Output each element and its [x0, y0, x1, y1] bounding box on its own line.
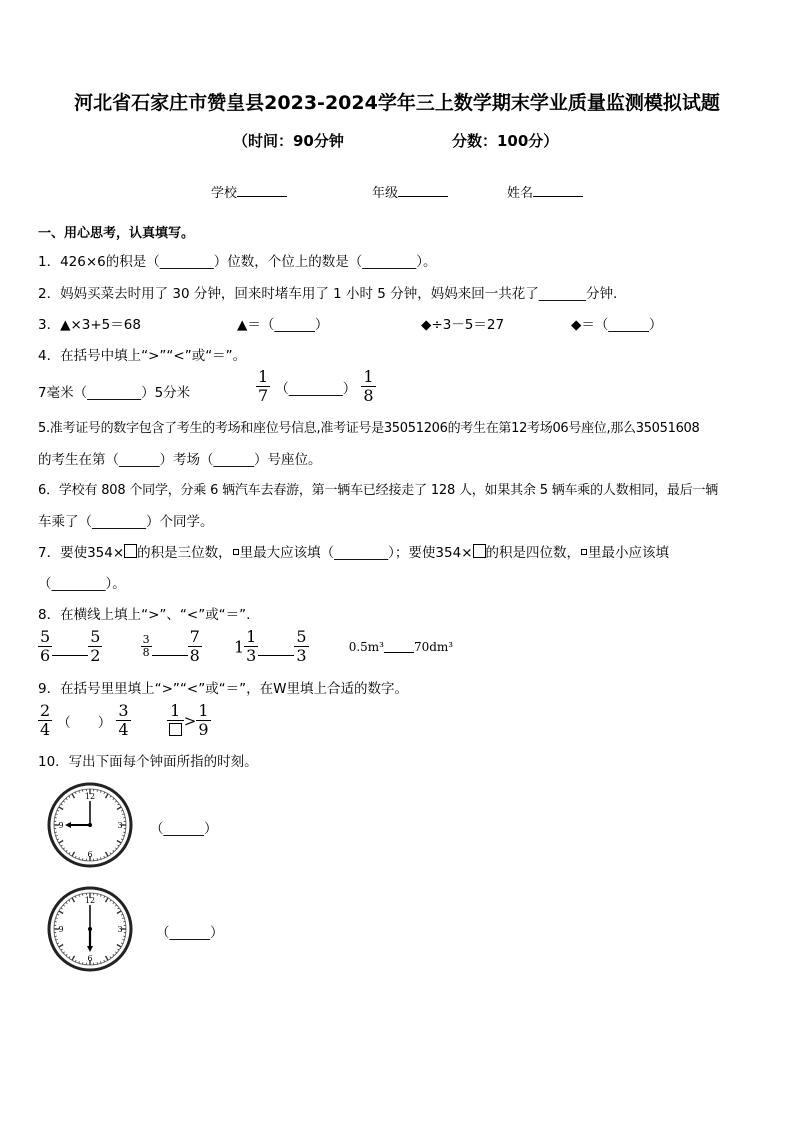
fraction: $\frac{7}{8}$ — [189, 627, 200, 666]
fraction: $\frac{3}{8}$ — [142, 632, 150, 660]
fraction: $\frac{5}{3}$ — [296, 627, 307, 666]
question-3d: ◆＝（______） — [571, 317, 663, 333]
clock-tick — [101, 857, 102, 859]
clock-tick — [106, 852, 109, 856]
time-label: （时间：90分钟 — [233, 132, 344, 150]
fraction: $\frac{5}{2}$ — [90, 627, 101, 666]
question-9-items — [38, 702, 211, 740]
clock-face-1 — [46, 781, 134, 869]
clock-tick — [104, 856, 105, 858]
volume-left: 0.5m³ — [348, 639, 384, 654]
clock-tick — [79, 857, 80, 859]
score-label: 分数：100分） — [452, 132, 559, 150]
school-label: 学校 — [211, 186, 238, 201]
clock-tick — [121, 943, 123, 944]
clock-tick — [117, 911, 121, 914]
clock-tick — [69, 853, 70, 855]
clock-tick — [79, 791, 80, 793]
question-2: 2．妈妈买菜去时用了 30 分钟，回来时堵车用了 1 小时 5 分钟，妈妈来回一共花了_______分钟. — [38, 286, 618, 302]
clock-tick — [61, 949, 63, 950]
clock-label: 12 — [84, 896, 96, 905]
clock-tick — [69, 796, 70, 798]
clock-tick — [59, 807, 63, 810]
clock-tick — [57, 943, 59, 944]
fraction: $\frac{5}{6}$ — [40, 627, 51, 666]
grade-field[interactable] — [372, 182, 448, 201]
q7-text: 的积是三位数， — [137, 545, 232, 561]
question-8-items — [38, 628, 453, 666]
question-5-line1: 5.准考证号的数字包含了考生的考场和座位号信息,准考证号是35051206的考生在第12考场06号座位,那么35051608 — [38, 421, 700, 436]
fraction: $\frac{1}{7}$ — [258, 367, 269, 406]
clock-tick — [121, 810, 123, 811]
clock-tick — [57, 810, 59, 811]
clock-tick — [122, 940, 124, 941]
clock-tick — [101, 791, 102, 793]
fraction: 1 — [167, 702, 184, 740]
hour-hand-tip — [65, 822, 71, 828]
clock-tick — [56, 918, 58, 919]
clock-tick — [117, 807, 121, 810]
answer-paren: （ ） — [57, 714, 112, 731]
clock-tick — [66, 850, 67, 851]
name-field[interactable] — [507, 182, 583, 201]
clock-label: 6 — [87, 954, 93, 963]
clock-tick — [63, 905, 64, 906]
clock-label: 9 — [58, 821, 64, 830]
clock-tick — [110, 853, 111, 855]
question-1: 1．426×6的积是（________）位数，个位上的数是（________）。 — [38, 254, 437, 270]
box-symbol — [169, 723, 182, 736]
question-3a: 3．▲×3+5＝68 — [38, 317, 141, 333]
question-4: 4．在括号中填上“>”“<”或“＝”。 — [38, 348, 247, 364]
clock-tick — [59, 945, 63, 948]
clock-tick — [106, 794, 109, 798]
clock-tick — [117, 841, 121, 844]
answer-blank[interactable] — [258, 655, 294, 656]
clock-tick — [66, 902, 67, 903]
grade-blank[interactable] — [398, 184, 448, 197]
name-blank[interactable] — [533, 184, 583, 197]
clock-tick — [59, 841, 63, 844]
clock-tick — [104, 896, 105, 898]
clock-tick — [110, 900, 111, 902]
fraction: $\frac{3}{4}$ — [118, 701, 129, 740]
fraction: $\frac{2}{4}$ — [40, 701, 51, 740]
clock-tick — [61, 908, 63, 909]
clock-tick — [101, 961, 102, 963]
clock-label: 6 — [87, 850, 93, 859]
clock-tick — [110, 796, 111, 798]
clock-tick — [113, 850, 114, 851]
clock-tick — [56, 814, 58, 815]
clock-tick — [79, 961, 80, 963]
clock-tick — [75, 792, 76, 794]
clock-tick — [113, 902, 114, 903]
clock-tick — [113, 798, 114, 799]
clock-tick — [122, 836, 124, 837]
question-7-line1 — [38, 541, 669, 561]
mixed-number-whole: 1 — [233, 637, 245, 657]
clock-tick — [79, 895, 80, 897]
clock-tick — [118, 908, 120, 909]
clock-tick — [56, 836, 58, 837]
clock-tick — [57, 914, 59, 915]
clock-tick — [63, 952, 64, 953]
question-6-line2: 车乘了（________）个同学。 — [38, 514, 214, 530]
clock-tick — [110, 957, 111, 959]
name-label: 姓名 — [507, 186, 534, 201]
clock-tick — [115, 905, 116, 906]
box-symbol — [124, 544, 137, 558]
q7-text: 7．要使354× — [38, 545, 125, 561]
question-4-left: 7毫米（________）5分米 — [38, 385, 191, 401]
question-10: 10．写出下面每个钟面所指的时刻。 — [38, 754, 258, 770]
clock-tick — [69, 957, 70, 959]
clock-tick — [118, 949, 120, 950]
fraction: $\frac{1}{8}$ — [363, 367, 374, 406]
clock-tick — [72, 898, 75, 902]
clock-tick — [59, 911, 63, 914]
question-3b: ▲＝（______） — [237, 317, 329, 333]
volume-right: 70dm³ — [413, 639, 454, 654]
question-3c: ◆÷3－5＝27 — [421, 317, 505, 333]
page-title: 河北省石家庄市赞皇县2023-2024学年三上数学期末学业质量监测模拟试题 — [74, 92, 720, 114]
clock-face-2 — [46, 885, 134, 973]
clock-tick — [104, 792, 105, 794]
clock-tick — [63, 848, 64, 849]
clock-label: 9 — [58, 925, 64, 934]
question-5-line2: 的考生在第（______）考场（______）号座位。 — [38, 452, 322, 468]
question-6-line1: 6．学校有 808 个同学，分乘 6 辆汽车去春游，第一辆车已经接走了 128 人，如果其余 5 辆车乘的人数相同，最后一辆 — [38, 483, 719, 498]
clock-tick — [121, 839, 123, 840]
clock-tick — [63, 801, 64, 802]
clock-tick — [113, 954, 114, 955]
question-7-line2: （________）。 — [38, 576, 126, 592]
clock-tick — [69, 900, 70, 902]
clock-tick — [106, 898, 109, 902]
clock-2-answer[interactable]: （______） — [156, 925, 224, 941]
clock-label: 3 — [117, 925, 123, 934]
clock-tick — [72, 956, 75, 960]
grade-label: 年级 — [372, 186, 399, 201]
fraction: $\frac{1}{9}$ — [198, 701, 209, 740]
greater-than-symbol: > — [183, 711, 197, 730]
section-heading: 一、用心思考，认真填写。 — [38, 226, 195, 241]
fraction: $\frac{1}{3}$ — [246, 627, 257, 666]
clock-tick — [106, 956, 109, 960]
clock-tick — [115, 801, 116, 802]
answer-blank[interactable] — [52, 655, 88, 656]
clock-tick — [115, 952, 116, 953]
answer-blank[interactable] — [152, 655, 188, 656]
clock-tick — [104, 960, 105, 962]
q7-text: 里最小应该填 — [588, 545, 670, 561]
clock-tick — [66, 954, 67, 955]
clock-tick — [57, 839, 59, 840]
clock-label: 12 — [84, 792, 96, 801]
box-symbol — [473, 544, 486, 558]
answer-blank[interactable] — [384, 652, 414, 653]
school-blank[interactable] — [237, 184, 287, 197]
clock-tick — [118, 845, 120, 846]
clock-tick — [61, 804, 63, 805]
question-9: 9．在括号里里填上“>”“<”或“＝”，在W里填上合适的数字。 — [38, 681, 409, 697]
q7-text: 里最大应该填（________）；要使354× — [239, 545, 473, 561]
question-4-fraction-compare — [256, 368, 376, 406]
clock-tick — [61, 845, 63, 846]
clock-1-answer[interactable]: （______） — [150, 821, 218, 837]
hour-hand-tip — [87, 946, 93, 952]
question-8: 8．在横线上填上“>”、“<”或“＝”. — [38, 607, 251, 623]
clock-tick — [115, 848, 116, 849]
clock-tick — [118, 804, 120, 805]
clock-tick — [117, 945, 121, 948]
clock-tick — [72, 794, 75, 798]
clock-tick — [122, 814, 124, 815]
clock-tick — [56, 940, 58, 941]
clock-label: 3 — [117, 821, 123, 830]
small-box-symbol — [233, 549, 239, 555]
school-field[interactable] — [211, 182, 287, 201]
clock-tick — [121, 914, 123, 915]
answer-paren: （________） — [275, 380, 357, 397]
q7-text: 的积是四位数， — [485, 545, 581, 561]
small-box-symbol — [581, 549, 587, 555]
clock-tick — [75, 896, 76, 898]
clock-tick — [101, 895, 102, 897]
clock-tick — [122, 918, 124, 919]
clock-tick — [66, 798, 67, 799]
clock-tick — [72, 852, 75, 856]
clock-tick — [75, 960, 76, 962]
clock-tick — [75, 856, 76, 858]
